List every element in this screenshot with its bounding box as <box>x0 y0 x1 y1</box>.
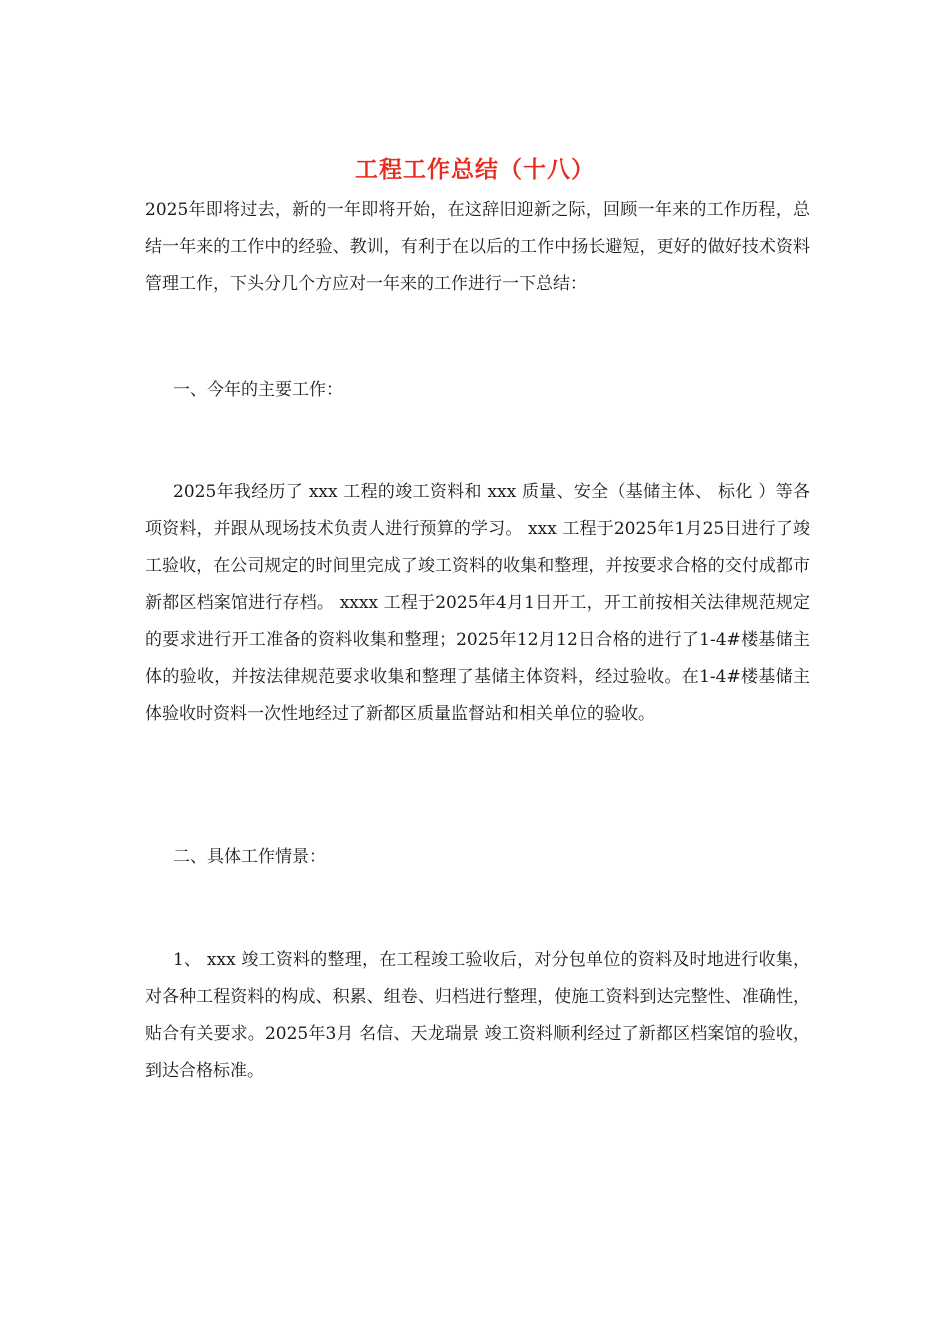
intro-paragraph: 2025年即将过去，新的一年即将开始，在这辞旧迎新之际，回顾一年来的工作历程，总结一年来的工作中的经验、教训，有利于在以后的工作中扬长避短，更好的做好技术资料管理工作，下头分几个方应对一年来的工作进行一下总结： <box>145 200 810 294</box>
section-2-heading: 二、具体工作情景： <box>173 847 326 867</box>
section-2-item-1: 1、 xxx 竣工资料的整理，在工程竣工验收后，对分包单位的资料及时地进行收集，对各种工程资料的构成、积累、组卷、归档进行整理，使施工资料到达完整性、准确性，贴合有关要求。2025年3月 名信、天龙瑞景 竣工资料顺利经过了新都区档案馆的验收，到达合格标准。 <box>145 950 810 1081</box>
section-1-heading: 一、今年的主要工作： <box>173 380 343 400</box>
section-1-paragraph: 2025年我经历了 xxx 工程的竣工资料和 xxx 质量、安全（基储主体、 标化 ）等各项资料，并跟从现场技术负责人进行预算的学习。 xxx 工程于2025年1月25日进行了竣工验收，在公司规定的时间里完成了竣工资料的收集和整理，并按要求合格的交付成都市新都区档案馆进行存档。 xxxx 工程于2025年4月1日开工，开工前按相关法律规范规定的要求进行开工准备的资料收集和整理；2025年12月12日合格的进行了1-4#楼基储主体的验收，并按法律规范要求收集和整理了基储主体资料，经过验收。在1-4#楼基储主体验收时资料一次性地经过了新都区质量监督站和相关单位的验收。 <box>145 482 810 724</box>
document-title: 工程工作总结（十八） <box>355 156 595 183</box>
